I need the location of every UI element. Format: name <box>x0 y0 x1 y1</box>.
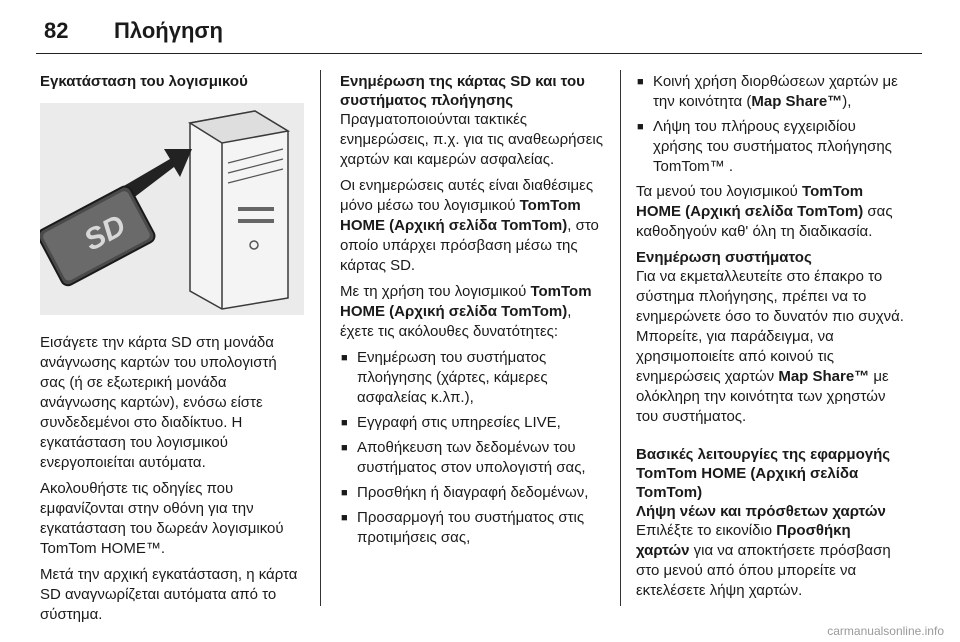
software-name: TomTom HOME (Αρχική σελίδα TomTom) <box>340 283 592 320</box>
paragraph: Επιλέξτε το εικονίδιο Προσθήκη χαρτών για να αποκτήσετε πρόσβαση στο μενού από όπου μπορείτε να εκτελέσετε λήψη χαρτών. <box>636 522 891 599</box>
column-3 <box>636 72 908 607</box>
section-heading-map-download: Λήψη νέων και πρόσθετων χαρτών <box>636 503 886 520</box>
sd-card-illustration-svg <box>40 103 304 315</box>
section-heading-sd-update: Ενημέρωση της κάρτας SD και του συστήματος πλοήγησης <box>340 73 585 109</box>
paragraph: Εισάγετε την κάρτα SD στη μονάδα ανάγνωσης καρτών του υπολογιστή σας (ή σε εξωτερική μονάδα ανάγνωσης καρτών), ενόσω είστε συνδεδεμένοι στο διαδίκτυο. Η εγκατάσταση του λογισμικού ενεργοποιείται αυτόματα. <box>40 334 277 471</box>
list-item: ■ Αποθήκευση των δεδομένων του συστήματος στον υπολογιστή σας, <box>340 438 606 478</box>
paragraph: Πραγματοποιούνται τακτικές ενημερώσεις, π.χ. για τις αναθεωρήσεις χαρτών και καμερών ασφαλείας. <box>340 111 603 168</box>
list-item: ■ Λήψη του πλήρους εγχειριδίου χρήσης του συστήματος πλοήγησης TomTom™ . <box>636 117 908 177</box>
page-title: Πλοήγηση <box>114 18 223 43</box>
paragraph: Οι ενημερώσεις αυτές είναι διαθέσιμες μόνο μέσω του λογισμικού TomTom HOME (Αρχική σελίδα TomTom), στο οποίο υπάρχει πρόσβαση μέσω της κάρτας SD. <box>340 177 599 274</box>
section-heading-basic-functions: Βασικές λειτουργίες της εφαρμογής TomTom HOME (Αρχική σελίδα TomTom) <box>636 446 891 501</box>
sd-card-into-computer-icon <box>40 103 304 315</box>
list-item: ■ Προσθήκη ή διαγραφή δεδομένων, <box>340 483 606 503</box>
paragraph: Τα μενού του λογισμικού TomTom HOME (Αρχική σελίδα TomTom) σας καθοδηγούν καθ' όλη τη διαδικασία. <box>636 183 893 240</box>
column-divider-1 <box>320 70 321 606</box>
column-divider-2 <box>620 70 621 606</box>
paragraph: Με τη χρήση του λογισμικού TomTom HOME (Αρχική σελίδα TomTom), έχετε τις ακόλουθες δυνατότητες: <box>340 283 592 340</box>
list-item: ■ Εγγραφή στις υπηρεσίες LIVE, <box>340 413 606 433</box>
paragraph: Μετά την αρχική εγκατάσταση, η κάρτα SD αναγνωρίζεται αυτόματα από το σύστημα. <box>40 566 298 623</box>
paragraph: Για να εκμεταλλευτείτε στο έπακρο το σύστημα πλοήγησης, πρέπει να το ενημερώνετε όσο το δυνατόν πιο συχνά. Μπορείτε, για παράδειγμα, να χρησιμοποιείτε από κοινού τις ενημερώσεις χαρτών Map Share™ με ολόκληρη την κοινότητα των χρηστών του συστήματος. <box>636 268 904 425</box>
page-header <box>36 14 922 54</box>
column-1 <box>40 72 304 631</box>
sd-card-label: SD <box>78 208 132 258</box>
feature-list-continued <box>636 72 908 177</box>
list-item: ■ Ενημέρωση του συστήματος πλοήγησης (χάρτες, κάμερες ασφαλείας κ.λπ.), <box>340 348 606 408</box>
watermark: carmanualsonline.info <box>827 624 944 638</box>
page-number: 82 <box>44 18 69 43</box>
software-name: TomTom HOME (Αρχική σελίδα TomTom) <box>340 197 581 234</box>
paragraph: Ακολουθήστε τις οδηγίες που εμφανίζονται στην οθόνη για την εγκατάσταση του δωρεάν λογισμικού TomTom HOME™. <box>40 480 284 557</box>
section-heading-system-update: Ενημέρωση συστήματος <box>636 249 812 266</box>
column-2 <box>340 72 606 553</box>
list-item: ■ Κοινή χρήση διορθώσεων χαρτών με την κοινότητα (Map Share™), <box>636 72 908 112</box>
feature-list <box>340 348 606 548</box>
list-item: ■ Προσαρμογή του συστήματος στις προτιμήσεις σας, <box>340 508 606 548</box>
section-heading-installation: Εγκατάσταση του λογισμικού <box>40 73 248 90</box>
